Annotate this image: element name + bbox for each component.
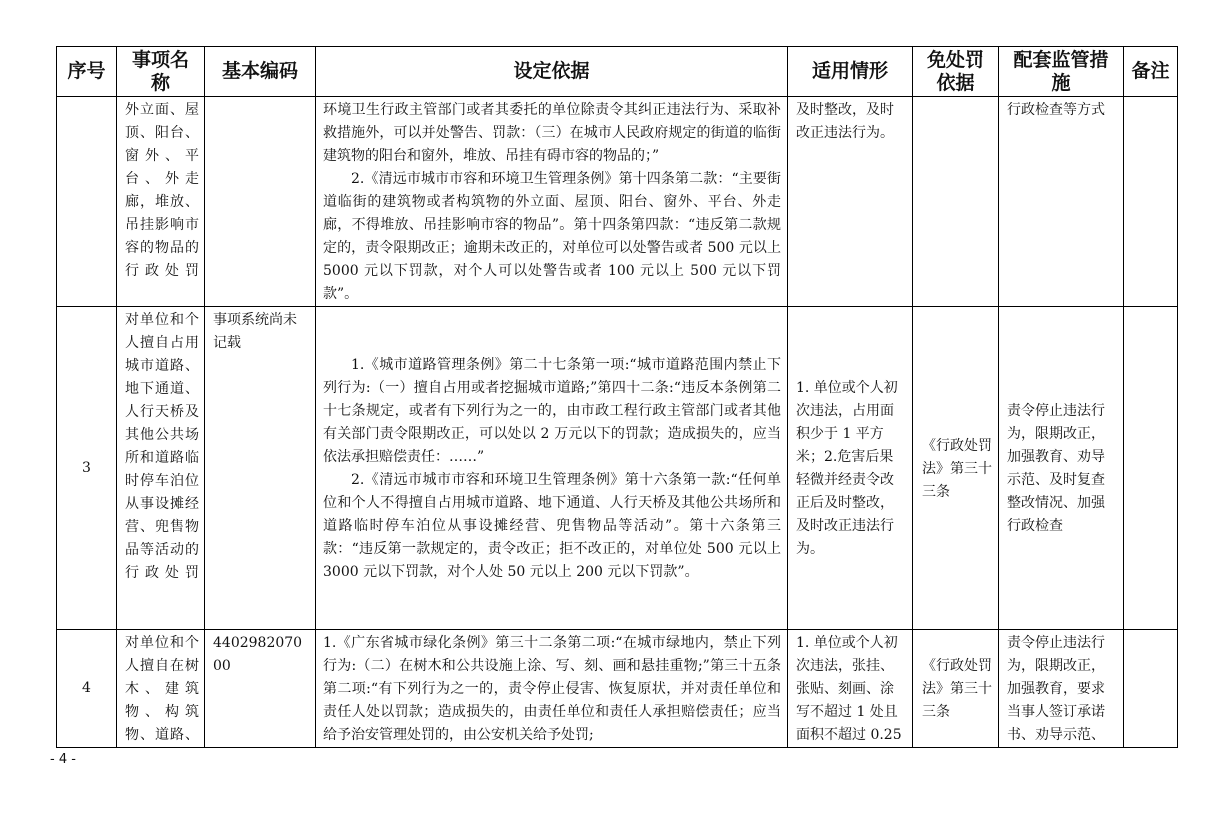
row-item-name: 外立面、屋顶、阳台、窗外、平台、外走廊，堆放、吊挂影响市容的物品的行政处罚 (117, 97, 205, 307)
header-remark: 备注 (1124, 47, 1178, 97)
row-measures: 责令停止违法行为，限期改正，加强教育，要求当事人签订承诺书、劝导示范、 (999, 630, 1124, 748)
basis-paragraph: 2.《清远市城市市容和环境卫生管理条例》第十六条第一款:“任何单位和个人不得擅自占用城市道路、地下通道、人行天桥及其他公共场所和道路临时停车泊位从事设摊经营、兜售物品等活动”。第十六条第三款：“违反第一款规定的，责令改正；拒不改正的，对单位处 500 元以上 3000 元以下罚款，对个人处 50 元以上 200 元以下罚款”。 (323, 472, 781, 580)
table-row (57, 630, 1178, 748)
row-exempt: 《行政处罚法》第三十三条 (913, 307, 999, 630)
header-row (57, 47, 1178, 97)
row-measures: 行政检查等方式 (999, 97, 1124, 307)
row-remark (1124, 307, 1178, 630)
basis-paragraph: 2.《清远市城市市容和环境卫生管理条例》第十四条第二款：“主要街道临街的建筑物或者构筑物的外立面、屋顶、阳台、窗外、平台、外走廊，不得堆放、吊挂影响市容的物品”。第十四条第四款：“违反第二款规定的，责令限期改正；逾期未改正的，对单位可以处警告或者 500 元以上 5000 元以下罚款，对个人可以处警告或者 100 元以上 500 元以下罚款”。 (323, 171, 781, 302)
row-code (205, 97, 316, 307)
row-measures: 责令停止违法行为，限期改正，加强教育、劝导示范、及时复查整改情况、加强行政检查 (999, 307, 1124, 630)
header-code: 基本编码 (205, 47, 316, 97)
row-situation: 1. 单位或个人初次违法，张挂、张贴、刻画、涂写不超过 1 处且面积不超过 0.25 (788, 630, 913, 748)
row-situation: 及时整改，及时改正违法行为。 (788, 97, 913, 307)
row-exempt (913, 97, 999, 307)
row-code: 事项系统尚未记载 (205, 307, 316, 630)
basis-paragraph: 1.《广东省城市绿化条例》第三十二条第二项:“在城市绿地内，禁止下列行为:（二）在树木和公共设施上涂、写、刻、画和悬挂重物;”第三十五条第二项:“有下列行为之一的，责令停止侵害、恢复原状，并对责任单位和责任人处以罚款；造成损失的，由责任单位和责任人承担赔偿责任；应当给予治安管理处罚的，由公安机关给予处罚; (323, 635, 781, 743)
table-row (57, 307, 1178, 630)
row-exempt: 《行政处罚法》第三十三条 (913, 630, 999, 748)
header-basis: 设定依据 (316, 47, 788, 97)
row-code: 440298207000 (205, 630, 316, 748)
header-measures: 配套监管措施 (999, 47, 1124, 97)
row-item-name: 对单位和个人擅自在树木、建筑物、构筑物、道路、 (117, 630, 205, 748)
header-item: 事项名称 (117, 47, 205, 97)
regulation-table (56, 46, 1178, 748)
row-remark (1124, 97, 1178, 307)
basis-paragraph: 环境卫生行政主管部门或者其委托的单位除责令其纠正违法行为、采取补救措施外，可以并处警告、罚款：（三）在城市人民政府规定的街道的临街建筑物的阳台和窗外，堆放、吊挂有碍市容的物品的；” (323, 102, 781, 164)
row-item-name: 对单位和个人擅自占用城市道路、地下通道、人行天桥及其他公共场所和道路临时停车泊位从事设摊经营、兜售物品等活动的行政处罚 (117, 307, 205, 630)
header-situation: 适用情形 (788, 47, 913, 97)
row-remark (1124, 630, 1178, 748)
row-basis (316, 97, 788, 307)
row-seq: 4 (57, 630, 117, 748)
page-number: - 4 - (50, 752, 76, 767)
row-seq: 3 (57, 307, 117, 630)
basis-paragraph: 1.《城市道路管理条例》第二十七条第一项:“城市道路范围内禁止下列行为:（一）擅自占用或者挖掘城市道路;”第四十二条:“违反本条例第二十七条规定，或者有下列行为之一的，由市政工程行政主管部门或者其他有关部门责令限期改正，可以处以 2 万元以下的罚款；造成损失的，应当依法承担赔偿责任：……” (323, 357, 781, 465)
row-basis (316, 630, 788, 748)
header-seq: 序号 (57, 47, 117, 97)
header-exempt: 免处罚依据 (913, 47, 999, 97)
table-row (57, 97, 1178, 307)
row-situation: 1. 单位或个人初次违法，占用面积少于 1 平方米；2.危害后果轻微并经责令改正后及时整改，及时改正违法行为。 (788, 307, 913, 630)
row-basis (316, 307, 788, 630)
row-seq (57, 97, 117, 307)
